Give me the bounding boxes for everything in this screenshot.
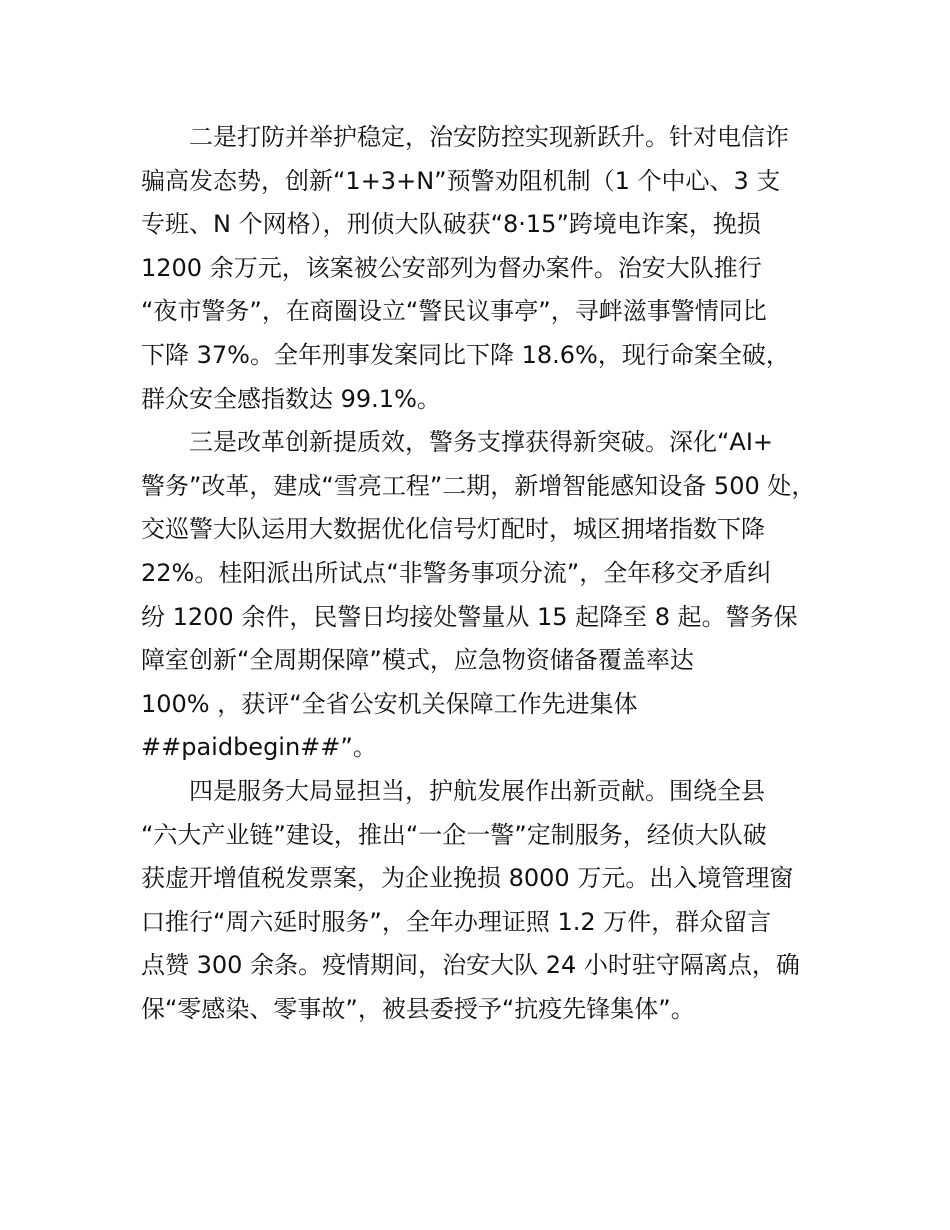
text-line: 二是打防并举护稳定，治安防控实现新跃升。针对电信诈 [189,123,789,151]
text-line: “夜市警务”，在商圈设立“警民议事亭”，寻衅滋事警情同比 [141,297,767,326]
text-line: 警务”改革，建成“雪亮工程”二期，新增智能感知设备 500 处， [141,471,816,500]
document-body [141,116,816,1031]
text-line: 障室创新“全周期保障”模式，应急物资储备覆盖率达 [141,646,694,675]
text-line: 口推行“周六延时服务”，全年办理证照 1.2 万件，群众留言 [141,907,772,936]
text-line: ##paidbegin##”。 [141,733,377,762]
text-line: “六大产业链”建设，推出“一企一警”定制服务，经侦大队破 [141,820,767,849]
text-line: 三是改革创新提质效，警务支撑获得新突破。深化“AI+ [189,428,774,457]
text-line: 100% ，获评“全省公安机关保障工作先进集体 [141,689,638,718]
text-line: 四是服务大局显担当，护航发展作出新贡献。围绕全县 [189,776,765,805]
text-line: 获虚开增值税发票案，为企业挽损 8000 万元。出入境管理窗 [141,864,794,893]
text-line: 骗高发态势，创新“1+3+N”预警劝阻机制（1 个中心、3 支 [141,166,781,195]
text-line: 点赞 300 余条。疫情期间，治安大队 24 小时驻守隔离点，确 [141,951,800,980]
text-line: 保“零感染、零事故”，被县委授予“抗疫先锋集体”。 [141,994,695,1023]
text-line: 纷 1200 余件，民警日均接处警量从 15 起降至 8 起。警务保 [141,602,798,631]
text-line: 专班、N 个网格），刑侦大队破获“8·15”跨境电诈案，挽损 [141,210,761,239]
text-line: 群众安全感指数达 99.1%。 [141,384,441,413]
paragraph-gaige [141,421,816,770]
text-line: 22%。桂阳派出所试点“非警务事项分流”，全年移交矛盾纠 [141,558,772,587]
paragraph-dafang [141,116,816,421]
text-line: 下降 37%。全年刑事发案同比下降 18.6%，现行命案全破， [141,340,790,369]
paragraph-fuwu [141,770,816,1032]
text-line: 交巡警大队运用大数据优化信号灯配时，城区拥堵指数下降 [141,515,765,544]
text-line: 1200 余万元，该案被公安部列为督办案件。治安大队推行 [141,253,762,282]
